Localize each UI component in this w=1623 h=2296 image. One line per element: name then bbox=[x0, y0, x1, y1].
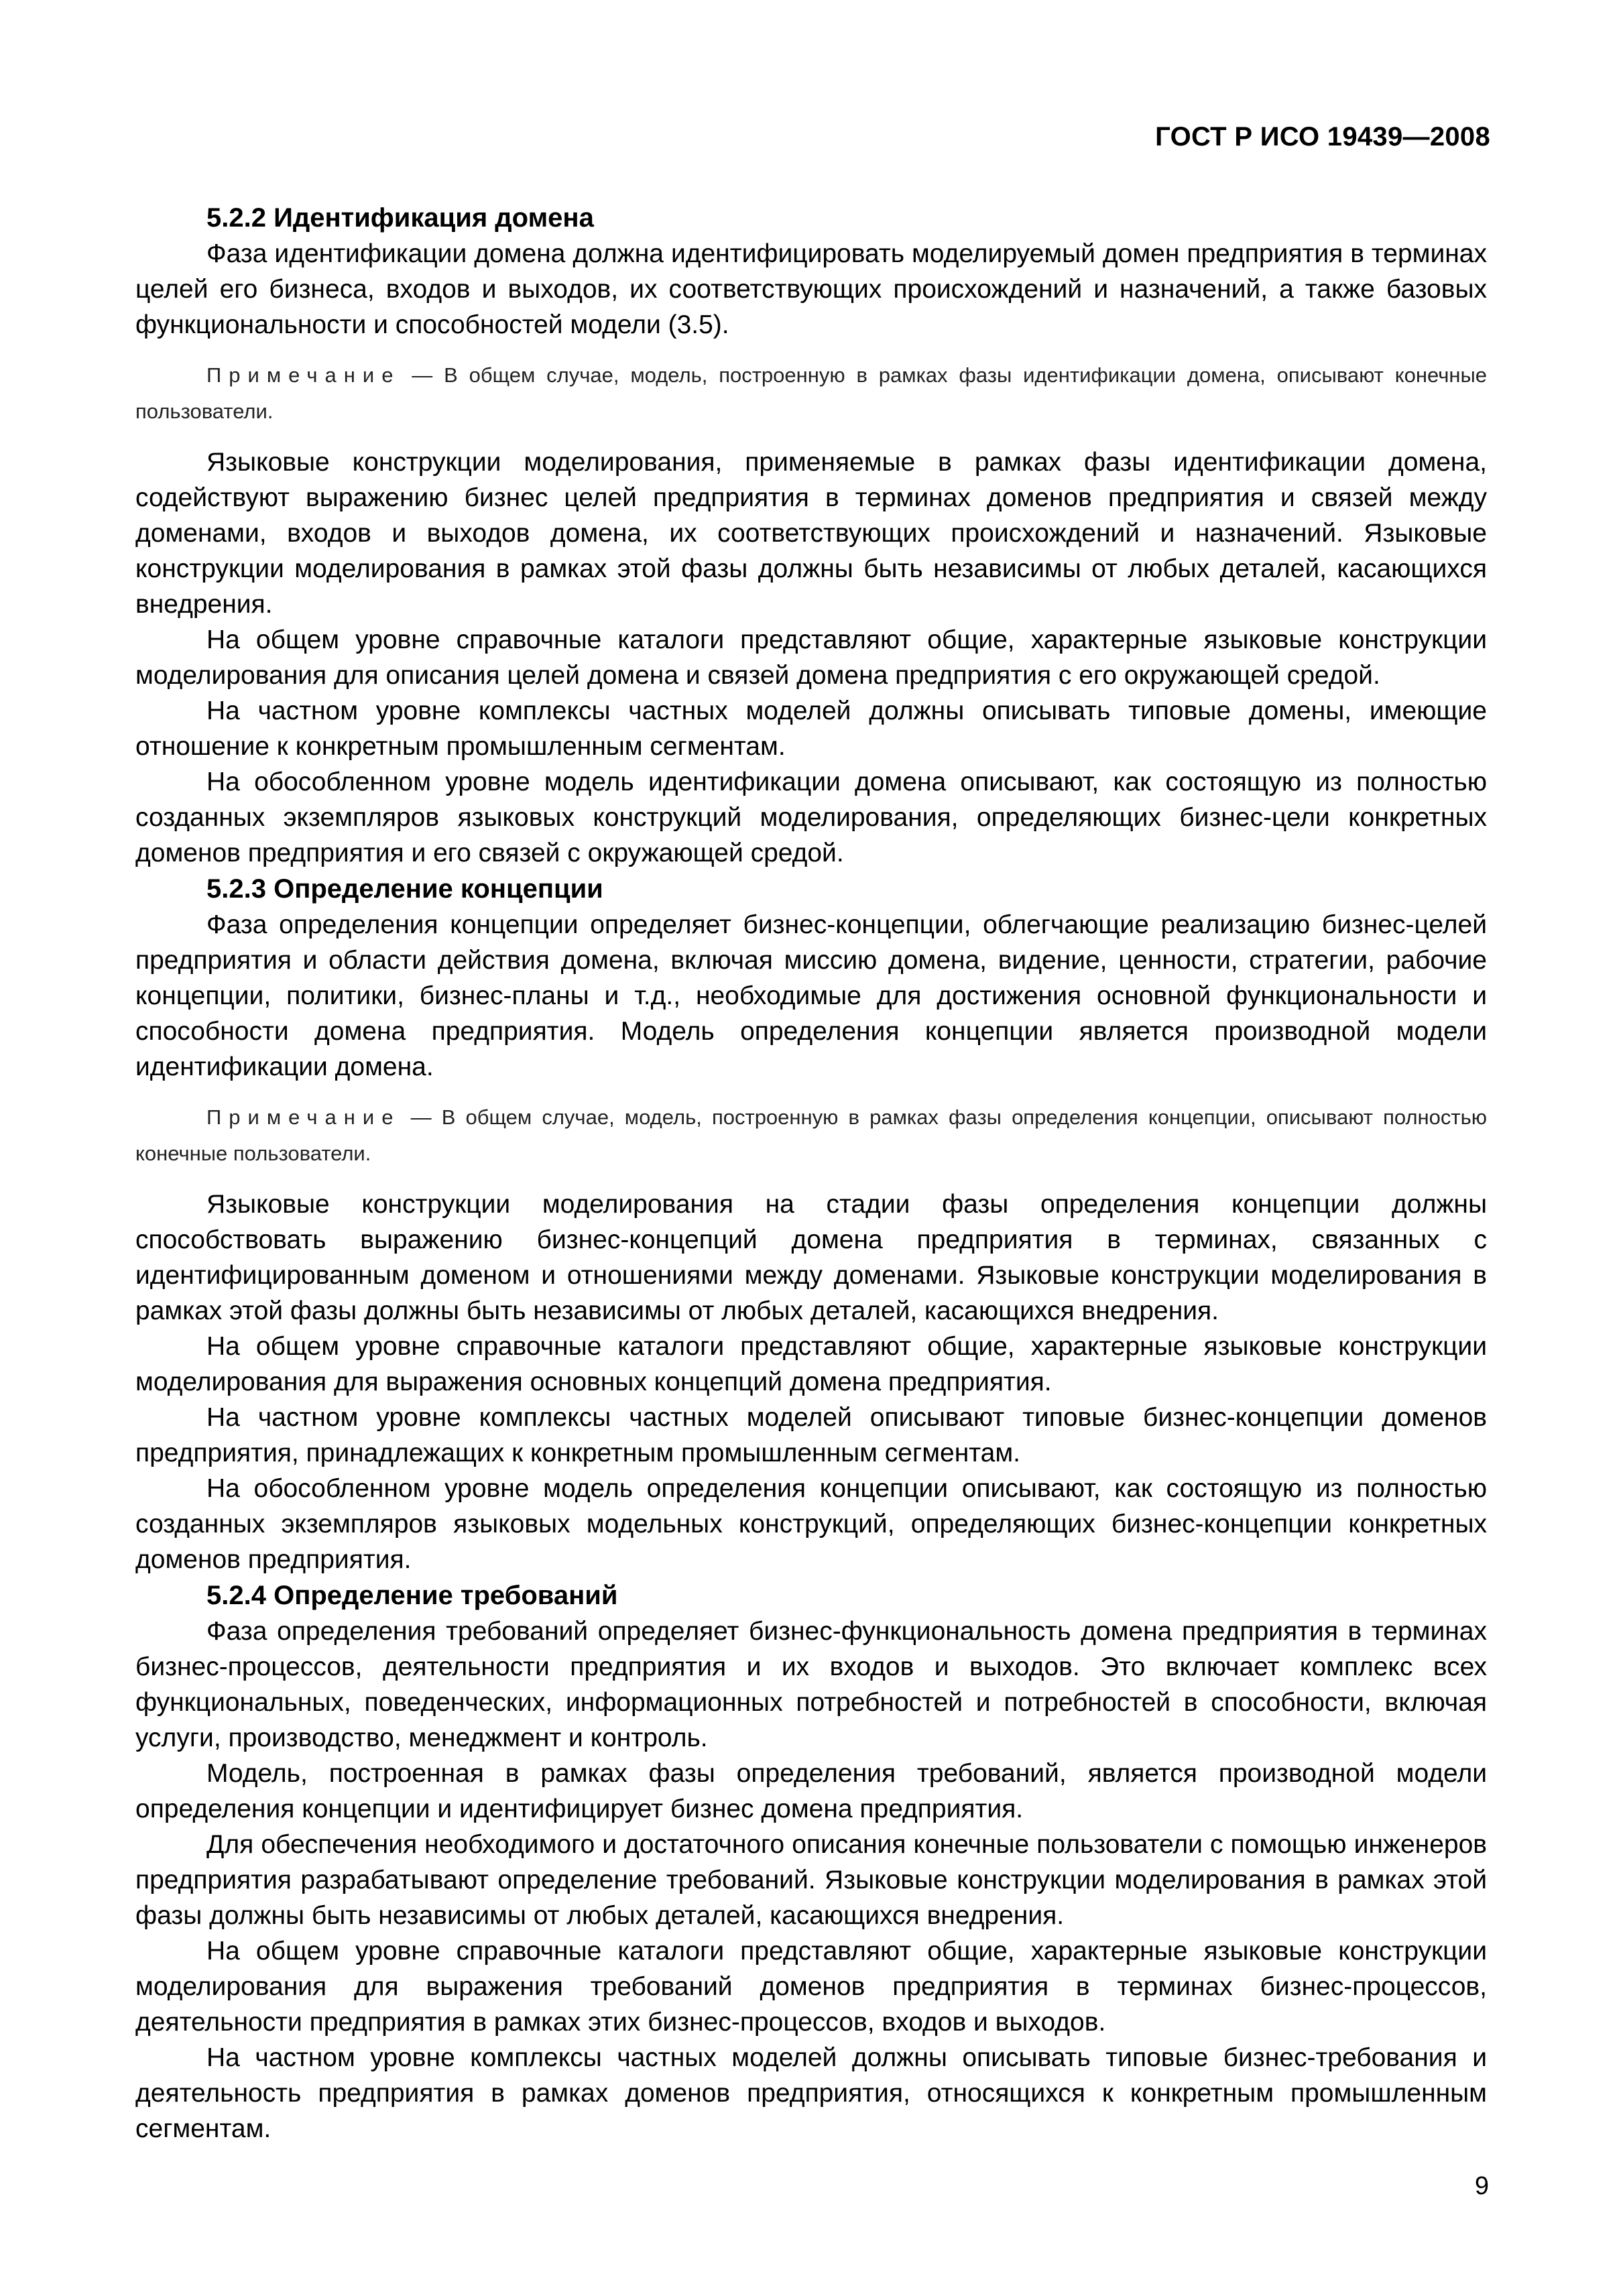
note-label: Примечание bbox=[206, 363, 401, 387]
paragraph: На частном уровне комплексы частных моделей должны описывать типовые бизнес-требования и деятельность предприятия в рамках доменов предприятия, относящихся к конкретным промышленным сегментам. bbox=[135, 2043, 1487, 2143]
paragraph: На частном уровне комплексы частных моделей описывают типовые бизнес-концепции доменов предприятия, принадлежащих к конкретным промышленным сегментам. bbox=[135, 1403, 1487, 1467]
paragraph: На общем уровне справочные каталоги представляют общие, характерные языковые конструкции моделирования для описания целей домена и связей домена предприятия с его окружающей средой. bbox=[135, 625, 1487, 690]
paragraph: Для обеспечения необходимого и достаточного описания конечные пользователи с помощью инженеров предприятия разрабатывают определение требований. Языковые конструкции моделирования в рамках этой фазы должны быть независимы от любых деталей, касающихся внедрения. bbox=[135, 1830, 1487, 1930]
note bbox=[135, 357, 1487, 430]
page-body bbox=[135, 200, 1487, 2147]
note bbox=[135, 1099, 1487, 1172]
paragraph: Фаза определения требований определяет бизнес-функциональность домена предприятия в терминах бизнес-процессов, деятельности предприятия и их входов и выходов. Это включает комплекс всех функциональных, поведенческих, информационных потребностей и потребностей в способности, включая услуги, производство, менеджмент и контроль. bbox=[135, 1617, 1487, 1752]
page-number: 9 bbox=[1474, 2172, 1489, 2200]
note-label: Примечание bbox=[206, 1105, 401, 1129]
paragraph: Языковые конструкции моделирования, применяемые в рамках фазы идентификации домена, содействуют выражению бизнес целей предприятия в терминах доменов предприятия и связей между доменами, входов и выходов домена, их соответствующих происхождений и назначений. Языковые конструкции моделирования в рамках этой фазы должны быть независимы от любых деталей, касающихся внедрения. bbox=[135, 448, 1487, 619]
note-text: — В общем случае, модель, построенную в рамках фазы идентификации домена, описывают конечные пользователи. bbox=[135, 363, 1487, 423]
paragraph: Фаза идентификации домена должна идентифицировать моделируемый домен предприятия в терминах целей его бизнеса, входов и выходов, их соответствующих происхождений и назначений, а также базовых функциональности и способностей модели (3.5). bbox=[135, 239, 1487, 339]
paragraph: На общем уровне справочные каталоги представляют общие, характерные языковые конструкции моделирования для выражения требований доменов предприятия в терминах бизнес-процессов, деятельности предприятия в рамках этих бизнес-процессов, входов и выходов. bbox=[135, 1937, 1487, 2037]
paragraph: Модель, построенная в рамках фазы определения требований, является производной модели определения концепции и идентифицирует бизнес домена предприятия. bbox=[135, 1759, 1487, 1823]
paragraph: На обособленном уровне модель определения концепции описывают, как состоящую из полностью созданных экземпляров языковых модельных конструкций, определяющих бизнес-концепции конкретных доменов предприятия. bbox=[135, 1474, 1487, 1574]
section-heading-5-2-2: 5.2.2 Идентификация домена bbox=[206, 203, 594, 233]
note-text: — В общем случае, модель, построенную в рамках фазы определения концепции, описывают полностью конечные пользователи. bbox=[135, 1105, 1487, 1165]
paragraph: На частном уровне комплексы частных моделей должны описывать типовые домены, имеющие отношение к конкретным промышленным сегментам. bbox=[135, 697, 1487, 761]
section-heading-5-2-3: 5.2.3 Определение концепции bbox=[206, 874, 603, 904]
paragraph: Фаза определения концепции определяет бизнес-концепции, облегчающие реализацию бизнес-целей предприятия и области действия домена, включая миссию домена, видение, ценности, стратегии, рабочие концепции, политики, бизнес-планы и т.д., необходимые для достижения основной функциональности и способности домена предприятия. Модель определения концепции является производной модели идентификации домена. bbox=[135, 910, 1487, 1081]
running-header: ГОСТ Р ИСО 19439—2008 bbox=[1155, 122, 1490, 152]
section-heading-5-2-4: 5.2.4 Определение требований bbox=[206, 1581, 618, 1610]
paragraph: На обособленном уровне модель идентификации домена описывают, как состоящую из полностью созданных экземпляров языковых конструкций моделирования, определяющих бизнес-цели конкретных доменов предприятия и его связей с окружающей средой. bbox=[135, 768, 1487, 867]
paragraph: Языковые конструкции моделирования на стадии фазы определения концепции должны способствовать выражению бизнес-концепций домена предприятия в терминах, связанных с идентифицированным доменом и отношениями между доменами. Языковые конструкции моделирования в рамках этой фазы должны быть независимы от любых деталей, касающихся внедрения. bbox=[135, 1190, 1487, 1325]
paragraph: На общем уровне справочные каталоги представляют общие, характерные языковые конструкции моделирования для выражения основных концепций домена предприятия. bbox=[135, 1332, 1487, 1396]
